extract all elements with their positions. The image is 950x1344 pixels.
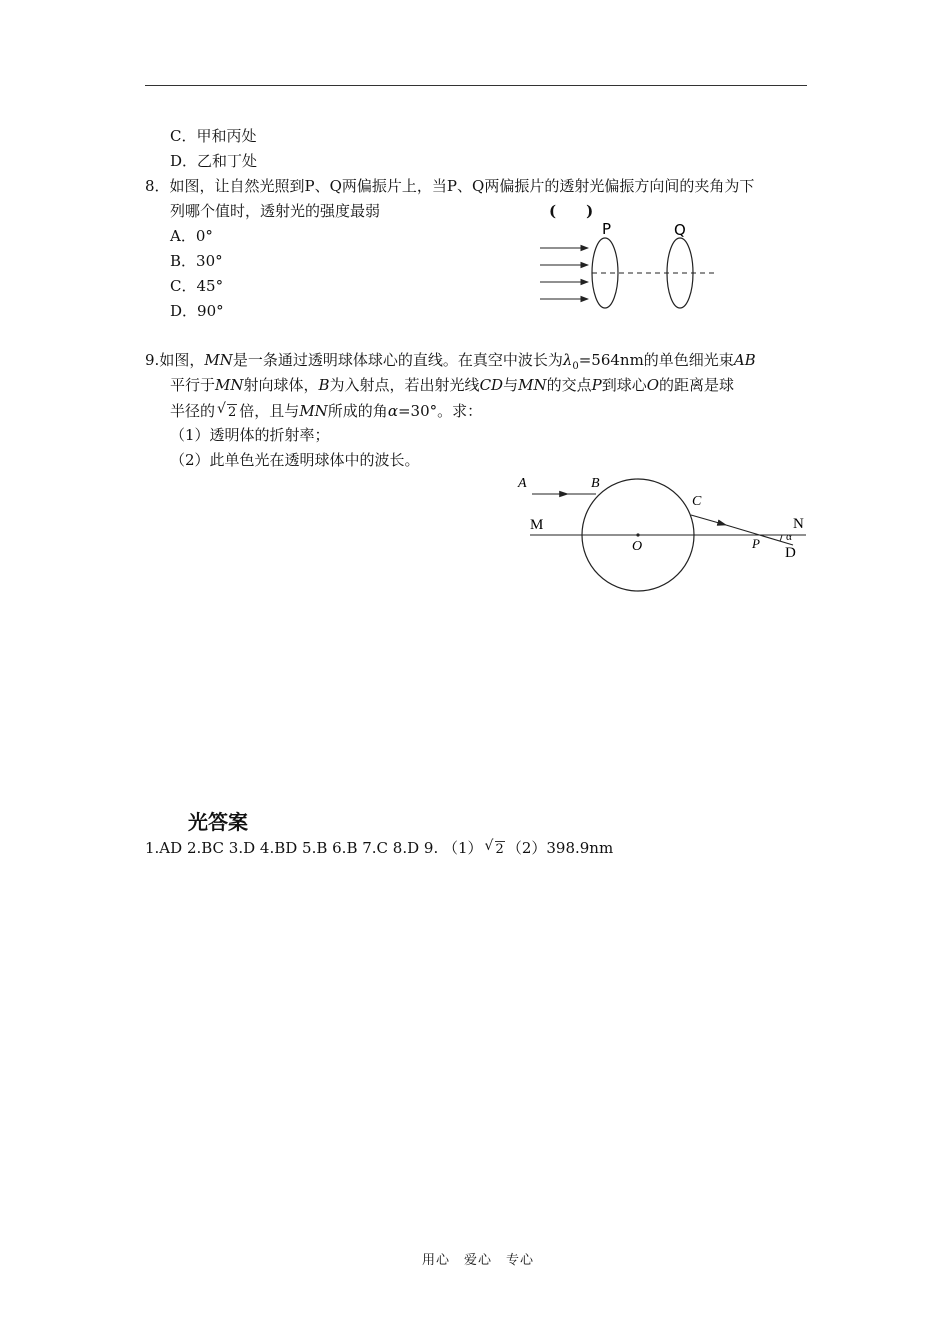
label-alpha: α <box>786 531 792 543</box>
answers-title: 光答案 <box>188 810 248 834</box>
ray-cd-arrow <box>691 515 726 525</box>
q9-var-alpha: α <box>387 402 398 420</box>
q8-option-d: D．90° <box>170 302 224 320</box>
q9-text: =30°。求： <box>397 402 483 420</box>
label-d: D <box>785 545 796 561</box>
q7-option-c: C．甲和丙处 <box>170 127 257 145</box>
header-rule <box>145 85 807 86</box>
q9-var-mn: MN <box>215 376 244 394</box>
q9-var-ab: AB <box>733 351 756 369</box>
q9-sub2: （2）此单色光在透明球体中的波长。 <box>170 451 420 469</box>
q8-answer-blank: ( ) <box>549 202 594 220</box>
q9-text: 是一条通过透明球体球心的直线。在真空中波长为 <box>232 351 563 369</box>
polarizer-q <box>667 238 693 308</box>
q9-text: 与 <box>503 376 519 394</box>
q9-text: 所成的角 <box>327 402 388 420</box>
q9-var-o: O <box>646 376 660 394</box>
q7-option-d: D．乙和丁处 <box>170 152 258 170</box>
q9-lambda-sub: 0 <box>572 361 579 372</box>
q9-var-mn: MN <box>299 402 328 420</box>
q9-text: 到球心 <box>601 376 647 394</box>
q9-text: 如图， <box>159 351 205 369</box>
q9-text: 的交点 <box>546 376 592 394</box>
label-n: N <box>793 516 804 532</box>
q8-stem-line2: 列哪个值时，透射光的强度最弱 <box>170 202 381 220</box>
polarizer-figure <box>530 215 730 315</box>
q9-text: 的距离是球 <box>659 376 735 394</box>
page-footer: 用心 爱心 专心 <box>422 1253 535 1268</box>
label-a: A <box>518 476 527 491</box>
sphere-figure <box>510 470 810 595</box>
q8-option-c: C．45° <box>170 277 224 295</box>
q9-stem-line1 <box>145 350 756 377</box>
incident-light-arrows <box>540 248 588 299</box>
answers-line <box>145 838 613 860</box>
q9-stem-line3 <box>170 401 482 423</box>
q9-text: 射向球体， <box>243 376 319 394</box>
label-m: M <box>530 517 544 533</box>
label-p: P <box>602 220 612 238</box>
q9-sub1: （1）透明体的折射率； <box>170 426 330 444</box>
q8-option-b: B．30° <box>170 252 223 270</box>
center-o <box>636 533 639 536</box>
label-o: O <box>632 539 643 554</box>
sqrt-symbol: √ 2 <box>217 401 237 420</box>
q9-var-lambda: λ <box>562 351 573 369</box>
answers-text: 1.AD 2.BC 3.D 4.BD 5.B 6.B 7.C 8.D 9. （1） <box>145 839 483 857</box>
sqrt-symbol: √ 2 <box>484 838 504 857</box>
q8-option-a: A．0° <box>170 227 213 245</box>
q9-var-mn: MN <box>204 351 233 369</box>
answers-text: （2）398.9nm <box>506 839 614 857</box>
q9-text: 为入射点，若出射光线 <box>329 376 480 394</box>
q9-var-p: P <box>591 376 602 394</box>
q9-text: 半径的 <box>170 402 216 420</box>
label-c: C <box>692 494 702 509</box>
q9-var-b: B <box>318 376 330 394</box>
q9-var-cd: CD <box>479 376 504 394</box>
q9-text: 倍，且与 <box>239 402 300 420</box>
q9-number: 9. <box>145 351 160 369</box>
q9-text: =564nm的单色细光束 <box>578 351 734 369</box>
q9-var-mn: MN <box>518 376 547 394</box>
q9-stem-line2 <box>170 375 734 395</box>
q8-stem-line1: 8．如图，让自然光照到P、Q两偏振片上，当P、Q两偏振片的透射光偏振方向间的夹角为下 <box>145 177 755 195</box>
label-p: P <box>752 536 760 551</box>
label-q: Q <box>674 221 686 239</box>
label-b: B <box>591 476 600 491</box>
angle-alpha-arc <box>780 535 782 541</box>
q9-text: 平行于 <box>170 376 216 394</box>
